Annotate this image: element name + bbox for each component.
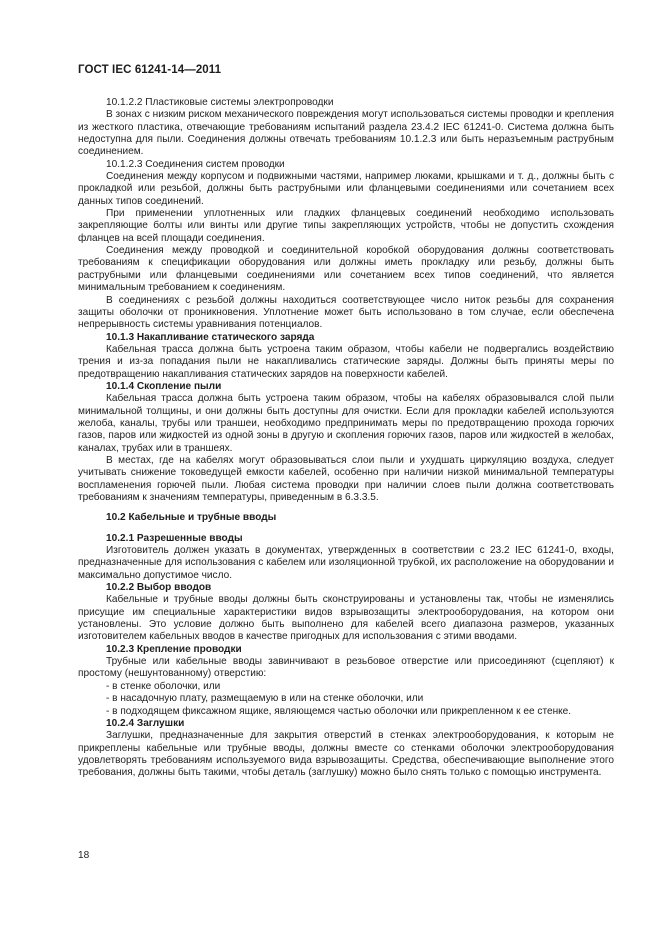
page-number: 18 <box>78 850 90 861</box>
paragraph: В соединениях с резьбой должны находиться соответствующее число ниток резьбы для сохранения защиты оболочки от проникновения. Уплотнение может быть использовано в том случае, если обеспечена непрерывность системы уравнивания потенциалов. <box>78 294 614 331</box>
paragraph: Кабельная трасса должна быть устроена таким образом, чтобы кабели не подвергались воздействию трения и из-за попадания пыли не накапливались статические заряды. Должны быть приняты меры по предотвращению накапливания статических зарядов на поверхности кабелей. <box>78 343 614 380</box>
paragraph: Соединения между корпусом и подвижными частями, например люками, крышками и т. д., должны быть с прокладкой или резьбой, должны быть раструбными или фланцевыми соединениями или сочетанием всех данных типов соединений. <box>78 171 614 207</box>
section-heading: 10.2.1 Разрешенные вводы <box>106 532 243 544</box>
section-heading: 10.2 Кабельные и трубные вводы <box>106 512 277 524</box>
paragraph: Соединения между проводкой и соединительной коробкой оборудования должны соответствовать требованиям к спецификации оборудования или должны иметь прокладку или резьбу, должны быть раструбными или фланцевыми соединениями или сочетанием всех типов соединений, что является минимальным требованием к соединениям. <box>78 245 614 294</box>
section-heading: 10.2.2 Выбор вводов <box>106 582 212 594</box>
subclause-heading: 10.1.2.3 Соединения систем проводки <box>106 158 285 170</box>
subclause-heading: 10.1.2.2 Пластиковые системы электропроводки <box>106 97 334 108</box>
paragraph: При применении уплотненных или гладких фланцевых соединений необходимо использовать закрепляющие болты или винты или другие типы закрепляющих устройств, чтобы не допустить схождения фланцев на всей площади соединения. <box>78 208 614 244</box>
list-item: - в насадочную плату, размещаемую в или на стенке оболочки, или <box>106 693 424 705</box>
paragraph: Изготовитель должен указать в документах, утвержденных в соответствии с 23.2 IEC 61241-0, входы, предназначенные для использования с кабелем или изоляционной трубкой, их расположение на оборудовании и максимально допустимое число. <box>78 545 614 581</box>
paragraph: В местах, где на кабелях могут образовываться слои пыли и ухудшать циркуляцию воздуха, следует учитывать снижение токоведущей емкости кабелей, особенно при наличии низкой минимальной температуры воспламенения горючей пыли. Любая система проводки при наличии слоев пыли должна соответствовать требованиям к значениям температуры, приведенным в 6.3.3.5. <box>78 454 614 503</box>
paragraph: Заглушки, предназначенные для закрытия отверстий в стенках электрооборудования, к которым не прикреплены кабельные или трубные вводы, должны вместе со стенками оболочки электрооборудования удовлетворять требованиям используемого вида взрывозащиты. Средства, обеспечивающие выполнение этого требования, должны быть такими, чтобы деталь (заглушку) можно было снять только с помощью инструмента. <box>78 730 614 779</box>
paragraph: Кабельная трасса должна быть устроена таким образом, чтобы на кабелях образовывался слой пыли минимальной толщины, и они должны быть доступны для очистки. Если для прокладки кабелей используются желоба, каналы, трубы или траншеи, необходимо предпринимать меры по предотвращению прохода горючих газов, паров или жидкостей из одной зоны в другую и скопления горючих газов, паров или жидкостей в желобах, каналах, трубах или в траншеях. <box>78 393 614 454</box>
section-heading: 10.2.3 Крепление проводки <box>106 643 242 655</box>
section-heading: 10.2.4 Заглушки <box>106 717 185 729</box>
list-item: - в стенке оболочки, или <box>106 680 221 692</box>
bullet-list <box>78 681 614 718</box>
section-heading: 10.1.4 Скопление пыли <box>106 380 222 392</box>
paragraph: Трубные или кабельные вводы завинчивают в резьбовое отверстие или присоединяют (сцепляют) к простому (нешунтованному) отверстию: <box>78 656 614 680</box>
section-heading: 10.1.3 Накапливание статического заряда <box>106 331 315 343</box>
list-item: - в подходящем фиксажном ящике, являющемся частью оболочки или прикрепленном к ее стенке. <box>106 705 572 717</box>
paragraph: В зонах с низким риском механического повреждения могут использоваться системы проводки и крепления из жесткого пластика, отвечающие требованиям испытаний раздела 23.4.2 IEC 61241-0. Система должна быть недоступна для пыли. Соединения должны отвечать требованиям 10.1.2.3 или быть неразъемным раструбным соединением. <box>78 109 614 158</box>
document-body <box>78 97 614 780</box>
document-header: ГОСТ IEC 61241-14—2011 <box>78 64 222 76</box>
paragraph: Кабельные и трубные вводы должны быть сконструированы и установлены так, чтобы не изменялись присущие им специальные характеристики видов взрывозащиты электрооборудования, на котором они установлены. Это условие должно быть выполнено для кабелей всего диапазона размеров, указанных изготовителем кабельных вводов в качестве пригодных для использования с этими вводами. <box>78 594 614 643</box>
